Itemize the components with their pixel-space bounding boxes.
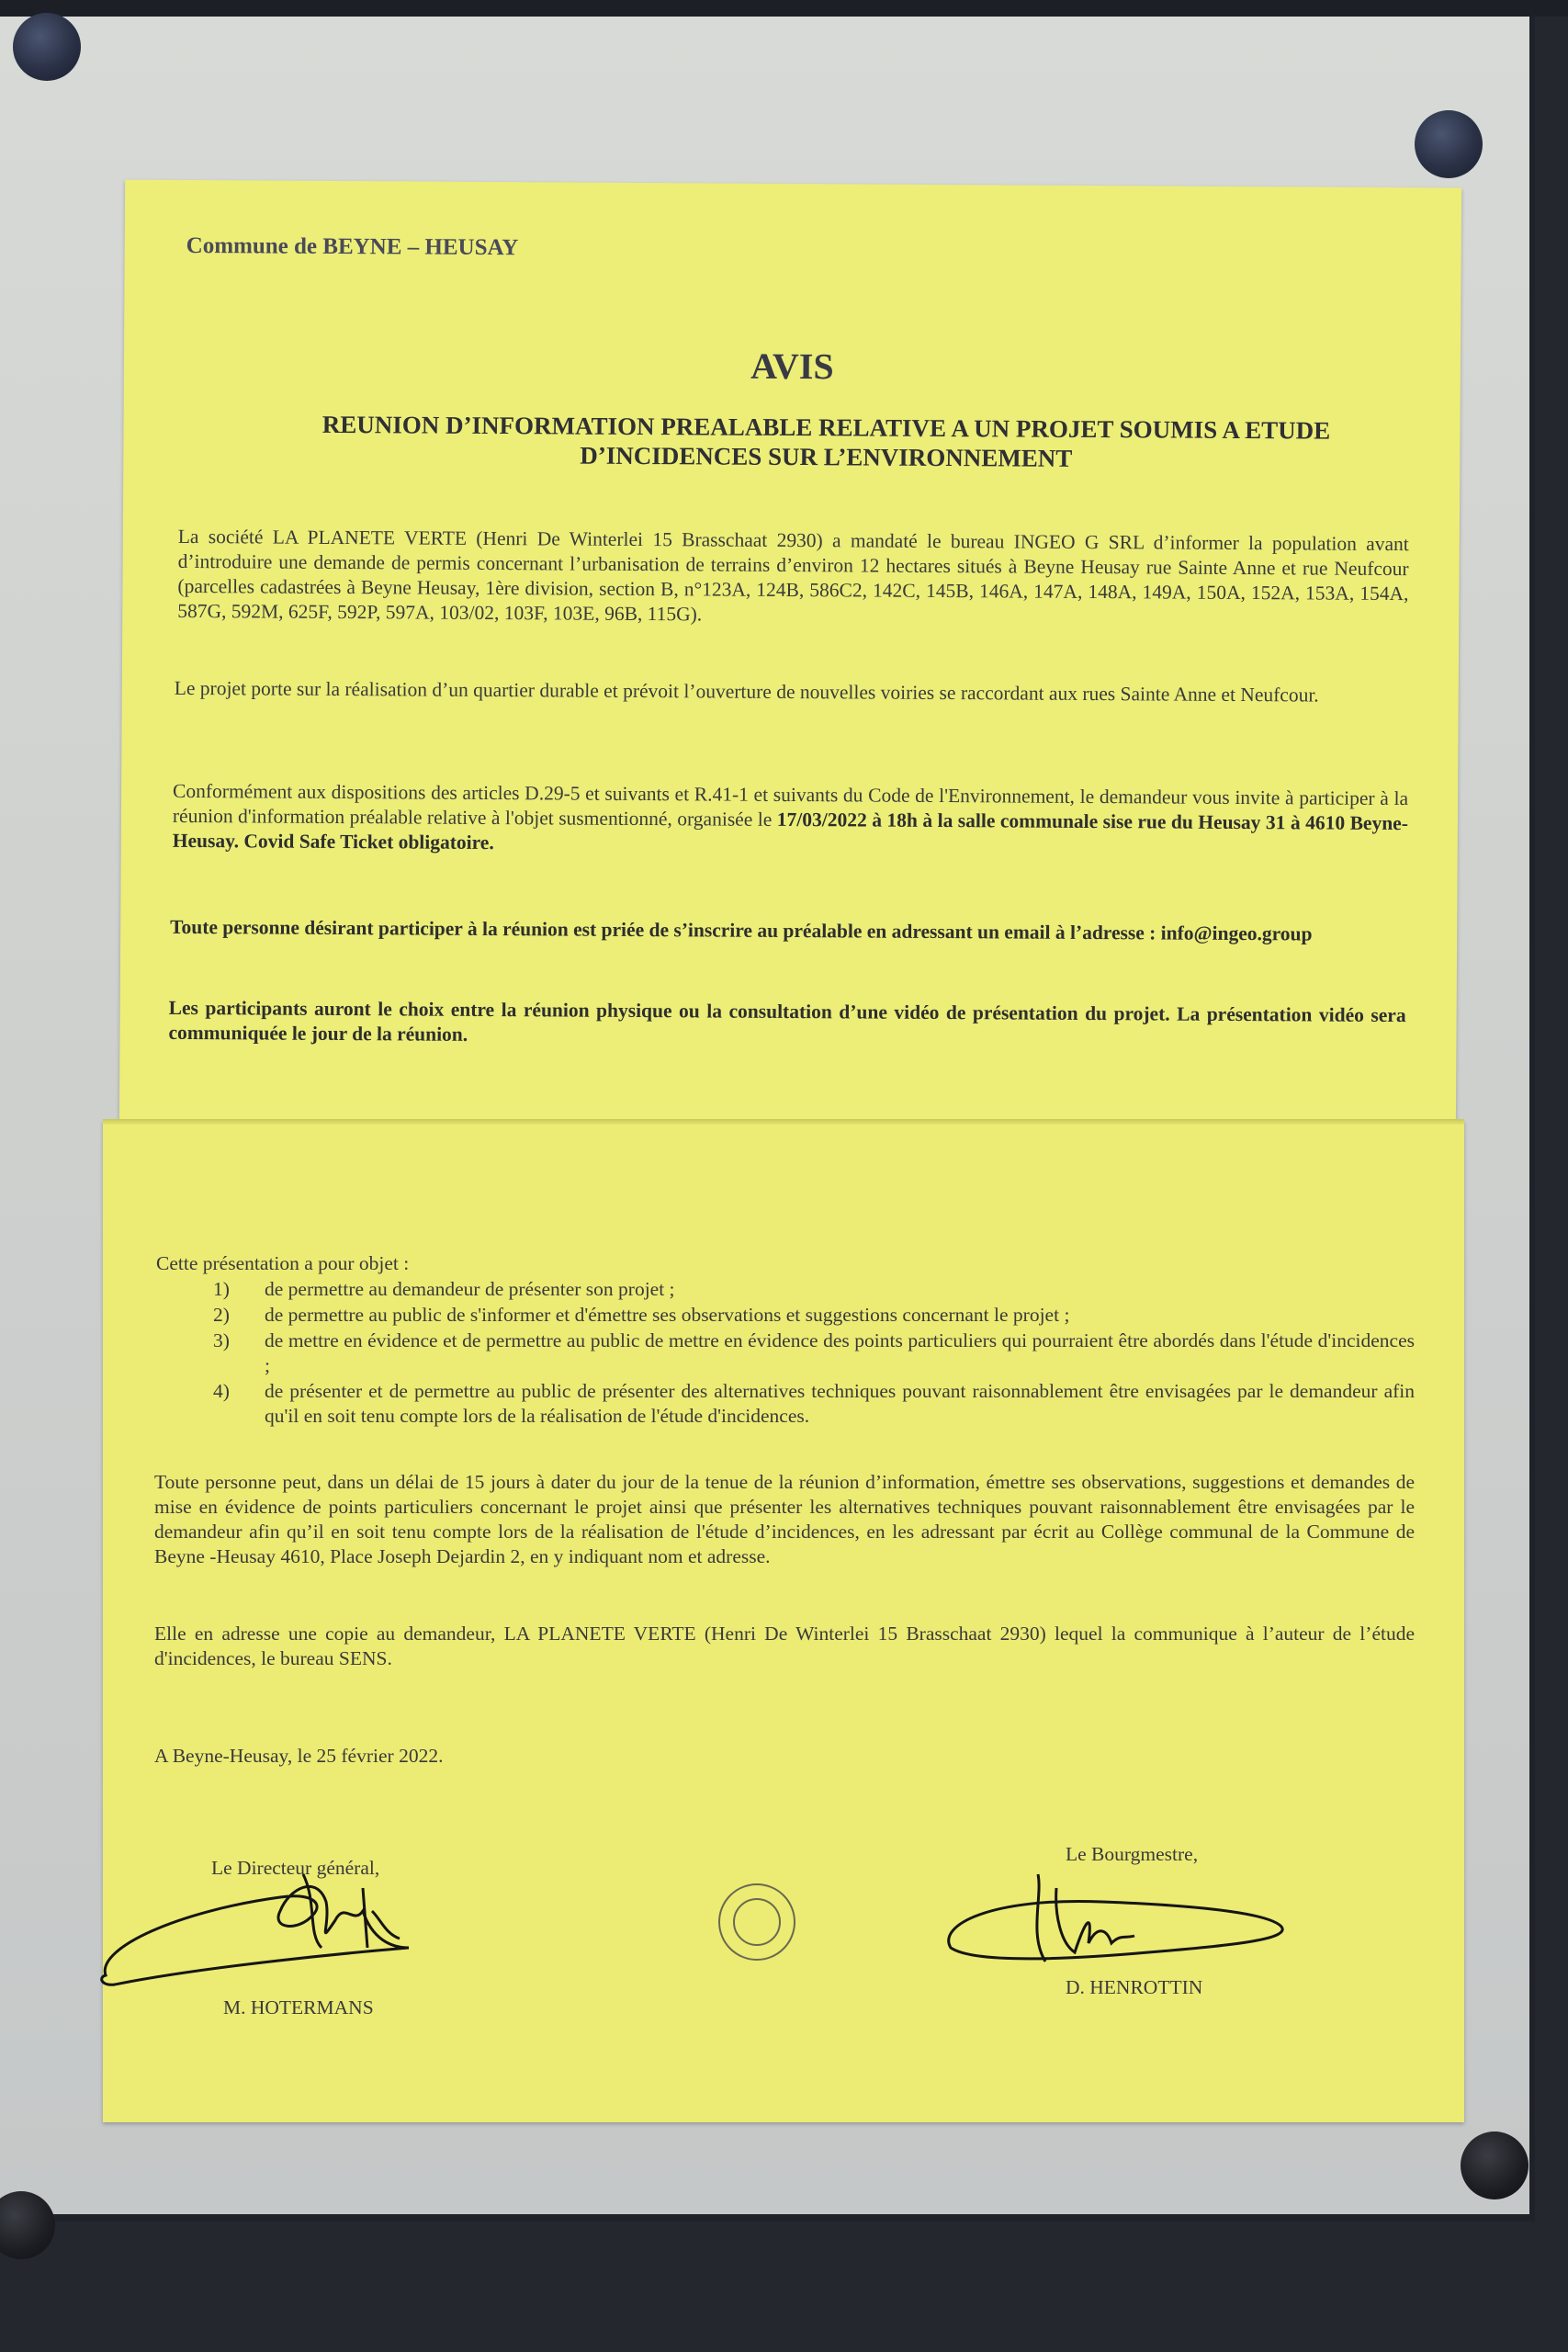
list-item: 4) de présenter et de permettre au public de présenter des alternatives techniques pouvant raisonnablement être envisagées par le demandeur afin qu'il en soit tenu compte lors de la réalisation de l'étude d'incidences. (213, 1380, 1415, 1427)
municipal-seal-icon (718, 1883, 795, 1961)
signer-left-title: Le Directeur général, (211, 1857, 380, 1879)
notice-subtitle-1: REUNION D’INFORMATION PREALABLE RELATIVE A UN PROJET SOUMIS A ETUDE (321, 410, 1331, 445)
list-item: 1) de permettre au demandeur de présenter son projet ; (213, 1278, 675, 1300)
signer-right-title: Le Bourgmestre, (1066, 1843, 1199, 1865)
mounting-bolt (13, 13, 81, 81)
list-item: 2) de permettre au public de s'informer et d'émettre ses observations et suggestions concernant le projet ; (213, 1304, 1070, 1326)
paragraph-copy: Elle en adresse une copie au demandeur, LA PLANETE VERTE (Henri De Winterlei 15 Brasschaat 2930) lequel la communique à l’auteur de l’étude d'incidences, le bureau SENS. (154, 1623, 1415, 1669)
paragraph-registration: Toute personne désirant participer à la réunion est priée de s’inscrire au préalable en adressant un email à l’adresse : info@ingeo.group (170, 915, 1313, 945)
meeting-date-location: 17/03/2022 à 18h à la salle communale sise rue du Heusay 31 à 4610 Beyne-Heusay. Covid Safe Ticket obligatoire. (172, 808, 1408, 854)
paragraph-project: Le projet porte sur la réalisation d’un quartier durable et prévoit l’ouverture de nouvelles voiries se raccordant aux rues Sainte Anne et Neufcour. (174, 676, 1319, 707)
list-item: 3) de mettre en évidence et de permettre au public de mettre en évidence des points particuliers qui pourraient être abordés dans l'étude d'incidences ; (213, 1329, 1415, 1376)
paragraph-meeting (173, 779, 1408, 861)
signature-left-icon (96, 1847, 446, 1994)
notice-sheet-upper (119, 180, 1461, 1135)
mounting-bolt (1461, 2132, 1529, 2199)
mounting-bolt (1415, 110, 1483, 178)
list-intro: Cette présentation a pour objet : (156, 1252, 410, 1274)
signature-right-icon (937, 1860, 1295, 1980)
paragraph-observations: Toute personne peut, dans un délai de 15 jours à dater du jour de la tenue de la réunion d’information, émettre ses observations, suggestions et demandes de mise en évidence de points particuliers concernant le projet ainsi que présenter les alternatives techniques pouvant raisonnablement être envisagées par le demandeur afin qu’il en soit tenu compte lors de la réalisation de l'étude d’incidences, en les adressant par écrit au Collège communal de la Commune de Beyne -Heusay 4610, Place Joseph Dejardin 2, en y indiquant nom et adresse. (154, 1471, 1415, 1567)
paragraph-company: La société LA PLANETE VERTE (Henri De Winterlei 15 Brasschaat 2930) a mandaté le bureau INGEO G SRL d’informer la population avant d’introduire une demande de permis concernant l’urbanisation de terrains d’environ 12 hectares situés à Beyne Heusay rue Sainte Anne et rue Neufcour (parcelles cadastrées à Beyne Heusay, 1ère division, section B, n°123A, 124B, 586C2, 142C, 145B, 146A, 147A, 148A, 149A, 150A, 152A, 153A, 154A, 587G, 592M, 625F, 592P, 597A, 103/02, 103F, 103E, 96B, 115G). (177, 525, 1409, 626)
commune-header: Commune de BEYNE – HEUSAY (186, 232, 519, 261)
signer-right-name: D. HENROTTIN (1066, 1976, 1203, 1998)
objectives-list (156, 1277, 1415, 1430)
meeting-text: Conformément aux dispositions des articles D.29-5 et suivants et R.41-1 et suivants du Code de l'Environnement, le demandeur vous invite à participer à la réunion d'information préalable relative à l'objet susmentionné, organisée le (172, 779, 1409, 831)
signer-left-name: M. HOTERMANS (223, 1996, 374, 2018)
sheet-fold (103, 1119, 1464, 1125)
paragraph-video: Les participants auront le choix entre la réunion physique ou la consultation d’une vidéo de présentation du projet. La présentation vidéo sera communiquée le jour de la réunion. (168, 996, 1406, 1046)
frame-edge (0, 0, 1568, 17)
date-place: A Beyne-Heusay, le 25 février 2022. (154, 1745, 444, 1767)
notice-title: AVIS (750, 345, 834, 388)
notice-subtitle-2: D’INCIDENCES SUR L’ENVIRONNEMENT (580, 441, 1073, 472)
